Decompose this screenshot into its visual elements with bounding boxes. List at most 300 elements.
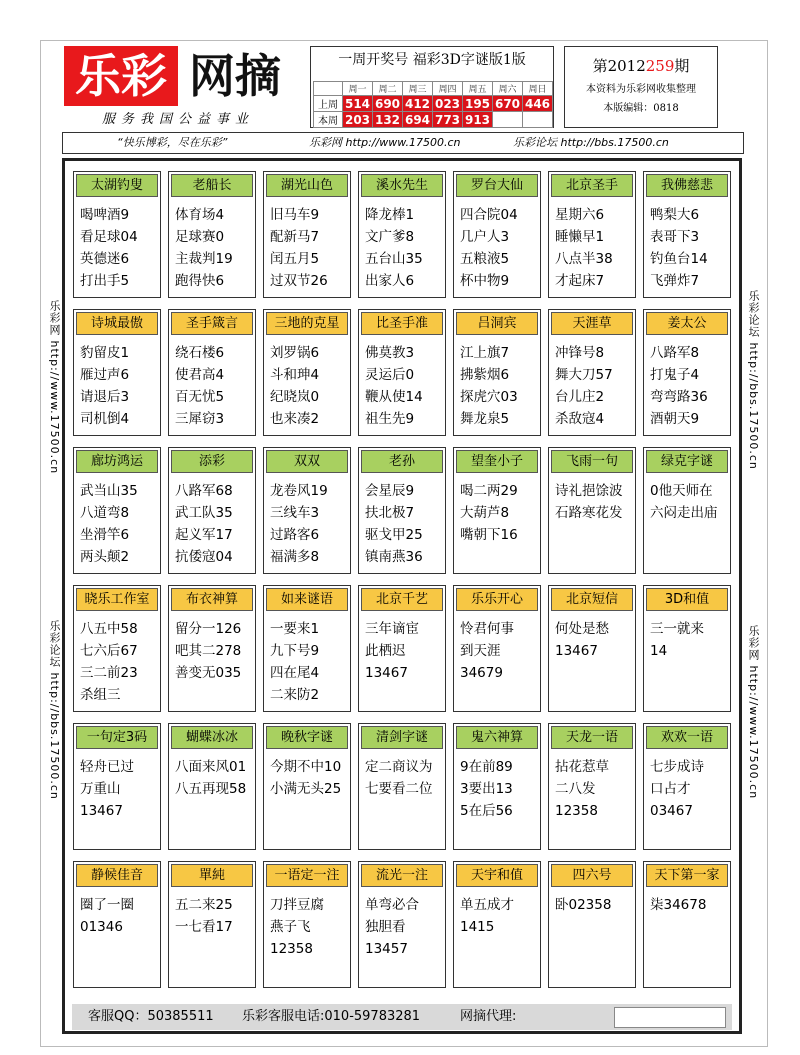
puzzle-line: 怜君何事 (460, 621, 514, 637)
puzzle-line: 14 (650, 643, 668, 659)
puzzle-grid (62, 158, 742, 1034)
puzzle-cell-title: 双双 (266, 450, 348, 473)
puzzle-cell-title: 老船长 (171, 174, 253, 197)
puzzle-line: 拈花惹草 (555, 759, 609, 775)
puzzle-cell (263, 585, 351, 712)
puzzle-cell-body (270, 894, 348, 960)
puzzle-line: 看足球04 (80, 229, 138, 245)
puzzle-cell-title: 我佛慈悲 (646, 174, 728, 197)
lotto-title: 一周开奖号 福彩3D字谜版1版 (338, 52, 526, 68)
puzzle-line: 过路客6 (270, 527, 320, 543)
puzzle-cell-title: 蝴蝶冰冰 (171, 726, 253, 749)
puzzle-cell (548, 171, 636, 298)
puzzle-cell-body (80, 618, 158, 706)
puzzle-cell-body (80, 756, 158, 822)
puzzle-cell-title: 一句定3码 (76, 726, 158, 749)
puzzle-line: 打出手5 (80, 273, 130, 289)
puzzle-line: 三犀窃3 (175, 411, 225, 427)
row-label: 上周 (314, 96, 343, 112)
puzzle-cell-title: 3D和值 (646, 588, 728, 611)
puzzle-line: 七要看二位 (365, 781, 433, 797)
puzzle-line: 定二商议为 (365, 759, 433, 775)
puzzle-line: 单五成才 (460, 897, 514, 913)
puzzle-line: 四在尾4 (270, 665, 320, 681)
lotto-days-row (314, 82, 553, 96)
puzzle-cell-body (650, 204, 728, 292)
puzzle-cell-title: 静候佳音 (76, 864, 158, 887)
puzzle-line: 杀敌寇4 (555, 411, 605, 427)
puzzle-cell (168, 585, 256, 712)
puzzle-line: 配新马7 (270, 229, 320, 245)
puzzle-line: 13467 (365, 665, 408, 681)
draw-number: 913 (463, 112, 493, 128)
puzzle-line: 出家人6 (365, 273, 415, 289)
puzzle-cell (73, 723, 161, 850)
puzzle-line: 嘴朝下16 (460, 527, 518, 543)
issue-note: 本资料为乐彩网收集整理 (586, 84, 696, 95)
day: 周二 (373, 82, 403, 96)
puzzle-cell-body (175, 756, 253, 800)
draw-number: 690 (373, 96, 403, 112)
puzzle-cell-title: 吕洞宾 (456, 312, 538, 335)
puzzle-cell-title: 廊坊鸿运 (76, 450, 158, 473)
footer-phone: 乐彩客服电话:010-59783281 (242, 1009, 421, 1024)
puzzle-line: 9在前89 (460, 759, 513, 775)
puzzle-cell-body (175, 342, 253, 430)
puzzle-cell (643, 309, 731, 436)
puzzle-cell-body (650, 894, 728, 916)
puzzle-line: 舞龙泉5 (460, 411, 510, 427)
draw-number: 195 (463, 96, 493, 112)
puzzle-cell (358, 171, 446, 298)
puzzle-cell-body (270, 204, 348, 292)
puzzle-cell-body (80, 480, 158, 568)
puzzle-cell-title: 四六号 (551, 864, 633, 887)
puzzle-cell (263, 861, 351, 988)
day: 周六 (493, 82, 523, 96)
puzzle-cell-title: 晓乐工作室 (76, 588, 158, 611)
puzzle-line: 表哥下3 (650, 229, 700, 245)
puzzle-line: 九下号9 (270, 643, 320, 659)
puzzle-line: 13467 (555, 643, 598, 659)
puzzle-cell-title: 绿克字谜 (646, 450, 728, 473)
puzzle-line: 文广爹8 (365, 229, 415, 245)
draw-number (523, 112, 553, 128)
puzzle-line: 才起床7 (555, 273, 605, 289)
logo (64, 46, 292, 106)
puzzle-line: 二来防2 (270, 687, 320, 703)
puzzle-line: 八五再现58 (175, 781, 247, 797)
puzzle-cell-body (270, 342, 348, 430)
puzzle-cell (73, 585, 161, 712)
puzzle-line: 旧马车9 (270, 207, 320, 223)
logo-part2: 网摘 (178, 46, 292, 106)
puzzle-cell-body (80, 894, 158, 938)
issue-box (564, 46, 718, 128)
puzzle-cell-title: 一语定一注 (266, 864, 348, 887)
puzzle-line: 四合院04 (460, 207, 518, 223)
puzzle-line: 八点半38 (555, 251, 613, 267)
puzzle-line: 杀组三 (80, 687, 121, 703)
tagline-bar (62, 132, 744, 154)
puzzle-line: 轻舟已过 (80, 759, 134, 775)
puzzle-line: 使君高4 (175, 367, 225, 383)
puzzle-cell-body (460, 480, 538, 546)
puzzle-cell-title: 天涯草 (551, 312, 633, 335)
puzzle-line: 吧其二278 (175, 643, 242, 659)
puzzle-line: 镇南燕36 (365, 549, 423, 565)
draw-number: 023 (433, 96, 463, 112)
puzzle-cell (73, 861, 161, 988)
puzzle-line: 星期六6 (555, 207, 605, 223)
puzzle-cell (453, 171, 541, 298)
puzzle-cell (453, 861, 541, 988)
draw-number: 514 (343, 96, 373, 112)
draw-number: 132 (373, 112, 403, 128)
puzzle-cell (453, 309, 541, 436)
puzzle-line: 两头颠2 (80, 549, 130, 565)
puzzle-line: 三二前23 (80, 665, 138, 681)
logo-part1: 乐彩 (64, 46, 178, 106)
puzzle-cell-title: 溪水先生 (361, 174, 443, 197)
puzzle-line: 绕石楼6 (175, 345, 225, 361)
tagline-forum-link[interactable]: 乐彩论坛 http://bbs.17500.cn (513, 136, 669, 149)
puzzle-line: 喝二两29 (460, 483, 518, 499)
puzzle-line: 七六后67 (80, 643, 138, 659)
puzzle-line: 雁过声6 (80, 367, 130, 383)
puzzle-line: 冲锋号8 (555, 345, 605, 361)
puzzle-line: 口占才 (650, 781, 691, 797)
tagline-site-link[interactable]: 乐彩网 http://www.17500.cn (309, 136, 461, 149)
puzzle-line: 1415 (460, 919, 495, 935)
puzzle-cell-body (175, 618, 253, 684)
puzzle-line: 八路军68 (175, 483, 233, 499)
puzzle-cell (358, 723, 446, 850)
puzzle-cell (548, 309, 636, 436)
lotto-last-week-row (314, 96, 553, 112)
puzzle-cell-title: 湖光山色 (266, 174, 348, 197)
puzzle-cell-body (460, 204, 538, 292)
puzzle-line: 祖生先9 (365, 411, 415, 427)
puzzle-line: 卧02358 (555, 897, 612, 913)
puzzle-line: 二八发 (555, 781, 596, 797)
puzzle-line: 拂紫烟6 (460, 367, 510, 383)
puzzle-cell-body (175, 204, 253, 292)
puzzle-line: 13467 (80, 803, 123, 819)
puzzle-line: 大葫芦8 (460, 505, 510, 521)
row-label: 本周 (314, 112, 343, 128)
draw-number: 670 (493, 96, 523, 112)
draw-number: 203 (343, 112, 373, 128)
puzzle-line: 武工队35 (175, 505, 233, 521)
puzzle-cell-body (555, 342, 633, 430)
puzzle-line: 五粮液5 (460, 251, 510, 267)
puzzle-cell-title: 天宇和值 (456, 864, 538, 887)
puzzle-line: 三线车3 (270, 505, 320, 521)
puzzle-line: 三一就来 (650, 621, 704, 637)
draw-number: 773 (433, 112, 463, 128)
puzzle-cell-body (555, 618, 633, 662)
puzzle-cell-title: 如来谜语 (266, 588, 348, 611)
puzzle-line: 起义军17 (175, 527, 233, 543)
puzzle-line: 三年谪宦 (365, 621, 419, 637)
puzzle-cell (73, 447, 161, 574)
puzzle-cell (453, 723, 541, 850)
puzzle-line: 一七看17 (175, 919, 233, 935)
puzzle-cell (263, 171, 351, 298)
puzzle-line: 坐滑竿6 (80, 527, 130, 543)
agent-field (614, 1007, 726, 1028)
puzzle-cell (168, 171, 256, 298)
puzzle-cell-body (365, 204, 443, 292)
puzzle-line: 圈了一圈 (80, 897, 134, 913)
puzzle-cell-body (270, 618, 348, 706)
draw-number (493, 112, 523, 128)
puzzle-line: 几户人3 (460, 229, 510, 245)
puzzle-cell-body (555, 756, 633, 822)
lotto-this-week-row (314, 112, 553, 128)
puzzle-cell-title: 流光一注 (361, 864, 443, 887)
footer-qq: 客服QQ：50385511 (88, 1009, 214, 1024)
puzzle-line: 杯中物9 (460, 273, 510, 289)
puzzle-line: 请退后3 (80, 389, 130, 405)
puzzle-line: 豹留皮1 (80, 345, 130, 361)
puzzle-cell (453, 585, 541, 712)
puzzle-line: 七步成诗 (650, 759, 704, 775)
puzzle-line: 五二来25 (175, 897, 233, 913)
puzzle-cell-title: 三地的克星 (266, 312, 348, 335)
side-text-left-bottom: 乐彩论坛 http://bbs.17500.cn (48, 620, 61, 800)
side-text-right-bottom: 乐彩网 http://www.17500.cn (747, 625, 760, 800)
day: 周四 (433, 82, 463, 96)
puzzle-cell-title: 望奎小子 (456, 450, 538, 473)
puzzle-cell (548, 861, 636, 988)
puzzle-cell-title: 布衣神算 (171, 588, 253, 611)
puzzle-line: 佛莫教3 (365, 345, 415, 361)
puzzle-cell (73, 309, 161, 436)
puzzle-line: 武当山35 (80, 483, 138, 499)
puzzle-cell-title: 太湖钓叟 (76, 174, 158, 197)
puzzle-cell-title: 圣手箴言 (171, 312, 253, 335)
puzzle-cell-body (555, 204, 633, 292)
puzzle-line: 13457 (365, 941, 408, 957)
puzzle-cell-title: 北京圣手 (551, 174, 633, 197)
puzzle-line: 万重山 (80, 781, 121, 797)
puzzle-cell-body (650, 480, 728, 524)
puzzle-line: 百无忧5 (175, 389, 225, 405)
puzzle-line: 驱戈甲25 (365, 527, 423, 543)
puzzle-line: 3要出13 (460, 781, 513, 797)
puzzle-cell-body (365, 756, 443, 800)
puzzle-line: 五台山35 (365, 251, 423, 267)
puzzle-line: 会星辰9 (365, 483, 415, 499)
puzzle-cell-body (270, 756, 348, 800)
puzzle-line: 刘罗锅6 (270, 345, 320, 361)
puzzle-line: 英德迷6 (80, 251, 130, 267)
puzzle-line: 石路寒花发 (555, 505, 623, 521)
puzzle-line: 5在后56 (460, 803, 513, 819)
puzzle-cell (168, 309, 256, 436)
day: 周日 (523, 82, 553, 96)
puzzle-line: 灵运后0 (365, 367, 415, 383)
puzzle-line: 飞弹炸7 (650, 273, 700, 289)
puzzle-line: 扶北极7 (365, 505, 415, 521)
puzzle-line: 体育场4 (175, 207, 225, 223)
puzzle-line: 03467 (650, 803, 693, 819)
puzzle-cell-body (650, 756, 728, 822)
puzzle-line: 喝啤酒9 (80, 207, 130, 223)
puzzle-line: 舞大刀57 (555, 367, 613, 383)
puzzle-line: 降龙棒1 (365, 207, 415, 223)
draw-number: 412 (403, 96, 433, 112)
puzzle-line: 刀拌豆腐 (270, 897, 324, 913)
puzzle-cell-title: 北京短信 (551, 588, 633, 611)
puzzle-line: 纪晓岚0 (270, 389, 320, 405)
puzzle-line: 过双节26 (270, 273, 328, 289)
puzzle-cell-title: 鬼六神算 (456, 726, 538, 749)
puzzle-cell (358, 585, 446, 712)
slogan: 服务我国公益事业 (101, 112, 254, 127)
puzzle-cell-title: 乐乐开心 (456, 588, 538, 611)
puzzle-line: 闰五月5 (270, 251, 320, 267)
lotto-table (313, 81, 553, 128)
puzzle-cell-body (80, 204, 158, 292)
puzzle-cell-title: 單純 (171, 864, 253, 887)
puzzle-line: 到天涯 (460, 643, 501, 659)
puzzle-cell-body (650, 618, 728, 662)
puzzle-line: 酒朝天9 (650, 411, 700, 427)
puzzle-cell-title: 清剑字谜 (361, 726, 443, 749)
puzzle-line: 01346 (80, 919, 123, 935)
puzzle-cell-title: 天下第一家 (646, 864, 728, 887)
puzzle-line: 诗礼挹馀波 (555, 483, 623, 499)
puzzle-line: 八道弯8 (80, 505, 130, 521)
puzzle-cell-body (555, 894, 633, 916)
puzzle-line: 跑得快6 (175, 273, 225, 289)
puzzle-cell (168, 723, 256, 850)
puzzle-cell (548, 447, 636, 574)
draw-number: 694 (403, 112, 433, 128)
puzzle-cell (643, 723, 731, 850)
puzzle-line: 八五中58 (80, 621, 138, 637)
puzzle-line: 12358 (270, 941, 313, 957)
puzzle-cell-body (175, 894, 253, 938)
puzzle-line: 鸭梨大6 (650, 207, 700, 223)
day: 周一 (343, 82, 373, 96)
footer-agent: 网摘代理: (460, 1009, 517, 1024)
puzzle-line: 抗倭寇04 (175, 549, 233, 565)
puzzle-line: 探虎穴03 (460, 389, 518, 405)
puzzle-cell-body (175, 480, 253, 568)
issue-editor: 本版编辑：0818 (603, 103, 679, 114)
puzzle-line: 主裁判19 (175, 251, 233, 267)
puzzle-line: 0他天师在 (650, 483, 713, 499)
draw-number: 446 (523, 96, 553, 112)
puzzle-cell (263, 723, 351, 850)
puzzle-line: 34679 (460, 665, 503, 681)
puzzle-cell (643, 171, 731, 298)
puzzle-line: 足球赛0 (175, 229, 225, 245)
puzzle-cell (263, 309, 351, 436)
puzzle-cell-title: 诗城最傲 (76, 312, 158, 335)
puzzle-line: 六闷走出庙 (650, 505, 718, 521)
puzzle-line: 八路军8 (650, 345, 700, 361)
puzzle-cell-title: 欢欢一语 (646, 726, 728, 749)
puzzle-line: 鞭从使14 (365, 389, 423, 405)
puzzle-line: 龙卷风19 (270, 483, 328, 499)
day: 周三 (403, 82, 433, 96)
puzzle-cell-body (460, 618, 538, 684)
puzzle-cell-body (365, 618, 443, 684)
puzzle-line: 一要来1 (270, 621, 320, 637)
puzzle-cell-body (270, 480, 348, 568)
puzzle-cell-body (365, 894, 443, 960)
puzzle-cell (548, 723, 636, 850)
puzzle-cell-body (365, 342, 443, 430)
puzzle-cell-title: 晚秋字谜 (266, 726, 348, 749)
puzzle-cell (643, 447, 731, 574)
puzzle-cell (358, 447, 446, 574)
puzzle-cell (358, 861, 446, 988)
puzzle-line: 福满多8 (270, 549, 320, 565)
puzzle-cell (453, 447, 541, 574)
puzzle-cell (73, 171, 161, 298)
tagline-quote: “快乐博彩，尽在乐彩” (117, 136, 228, 149)
puzzle-cell-title: 飞雨一句 (551, 450, 633, 473)
puzzle-cell-title: 姜太公 (646, 312, 728, 335)
puzzle-cell-title: 比圣手准 (361, 312, 443, 335)
puzzle-cell (548, 585, 636, 712)
puzzle-cell-title: 老孙 (361, 450, 443, 473)
puzzle-cell-title: 北京千艺 (361, 588, 443, 611)
puzzle-cell (263, 447, 351, 574)
puzzle-cell-title: 添彩 (171, 450, 253, 473)
puzzle-cell (643, 861, 731, 988)
puzzle-cell-body (80, 342, 158, 430)
puzzle-line: 此栖迟 (365, 643, 406, 659)
puzzle-line: 钓鱼台14 (650, 251, 708, 267)
puzzle-line: 睡懒早1 (555, 229, 605, 245)
puzzle-line: 弯弯路36 (650, 389, 708, 405)
puzzle-cell-body (460, 342, 538, 430)
day: 周五 (463, 82, 493, 96)
puzzle-cell-title: 天龙一语 (551, 726, 633, 749)
puzzle-line: 小满无头25 (270, 781, 342, 797)
puzzle-cell-body (460, 756, 538, 822)
puzzle-cell-title: 罗台大仙 (456, 174, 538, 197)
puzzle-line: 台儿庄2 (555, 389, 605, 405)
puzzle-cell (168, 861, 256, 988)
puzzle-line: 江上旗7 (460, 345, 510, 361)
lotto-results-box (310, 46, 554, 128)
footer-bar (72, 1004, 732, 1030)
puzzle-cell-body (365, 480, 443, 568)
puzzle-line: 柒34678 (650, 897, 707, 913)
side-text-right-top: 乐彩论坛 http://bbs.17500.cn (747, 290, 760, 470)
side-text-left-top: 乐彩网 http://www.17500.cn (48, 300, 61, 475)
puzzle-cell (168, 447, 256, 574)
puzzle-line: 燕子飞 (270, 919, 311, 935)
puzzle-line: 斗和珅4 (270, 367, 320, 383)
puzzle-line: 打鬼子4 (650, 367, 700, 383)
puzzle-line: 留分一126 (175, 621, 242, 637)
puzzle-line: 单弯必合 (365, 897, 419, 913)
puzzle-line: 独胆看 (365, 919, 406, 935)
puzzle-cell (643, 585, 731, 712)
puzzle-line: 12358 (555, 803, 598, 819)
puzzle-line: 今期不中10 (270, 759, 342, 775)
issue-number: 第2012259期 (592, 57, 690, 75)
